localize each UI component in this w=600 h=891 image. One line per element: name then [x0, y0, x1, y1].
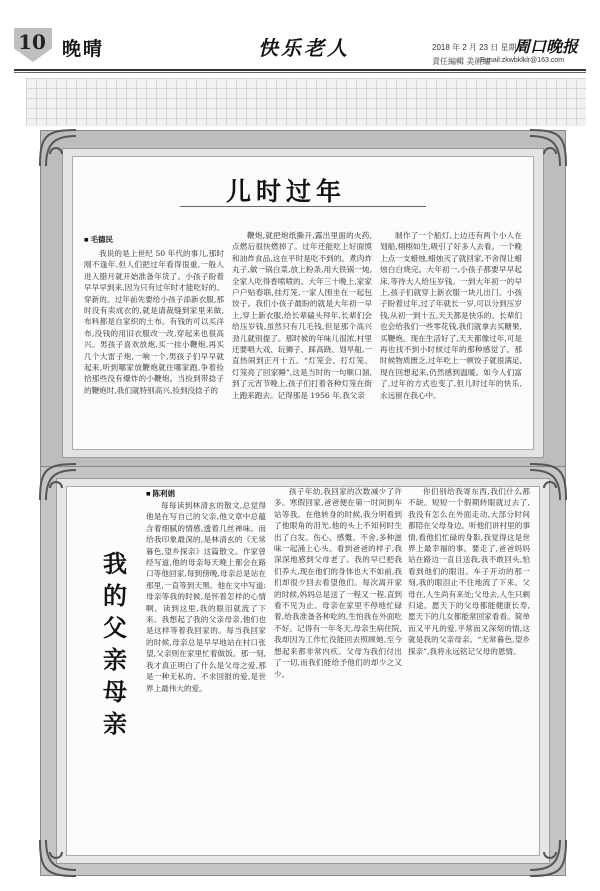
- corner-ornament-icon: [526, 126, 570, 170]
- column-name: 快乐老人: [258, 36, 350, 60]
- newspaper-email: E-mail:zkwbklklr@163.com: [480, 57, 565, 64]
- article2-column-text: 你们别给我寄东西,我们什么都不缺。短短一个假期转眼就过去了,我没有怎么在外面走动,大部分时间都陪在父母身边。听他们讲村里的事情,看他们忙碌的身影,我觉得这是世界上最幸福的事。要走了,爸爸妈妈站在路边一直目送我,我不敢回头,怕看到他们的眼泪。车子开动的那一刻,我的眼泪止不住地流了下来。父母在,人生尚有来处;父母去,人生只剩归途。愿天下的父母都能健康长寿,愿天下的儿女都能常回家看看。简单而又平凡的爱,平常而又深刻的情,这就是我的父亲母亲。“无常暮色,望乡探亲”,我将永远铭记父母的恩情。: [408, 487, 530, 656]
- article2-column-1: [146, 500, 266, 838]
- article1-column-text: 制作了一个船灯,上边还有两个小人在划船,栩栩如生,吸引了好多人去看。一个晚上点一支蜡烛,蜡烛灭了就回家,不舍得让蜡烛白白烧完。大年初一,小孩子都要早早起床,等待大人给压岁钱。一到大年初一的早上,孩子们就穿上新衣服一块儿出门。小孩子盼着过年,过了年就长一岁,可以分到压岁钱,从初一到十五,天天都是快乐的。长辈们也会给我们一些零花钱,我们就拿去买糖果,买鞭炮。现在生活好了,天天都像过年,可是再也找不到小时候过年的那种感觉了。那时候物质匮乏,过年吃上一顿饺子就很满足,现在回想起来,仍然感到温暖。如今人们富了,过年的方式也变了,但儿时过年的快乐,永远留在我心中。: [380, 231, 522, 400]
- page-number: 10: [18, 30, 46, 54]
- page-header: [0, 0, 600, 72]
- corner-ornament-icon: [526, 460, 570, 504]
- editor-credit: 責任編輯 美術編: [432, 57, 491, 66]
- article1-column-3: [380, 230, 522, 442]
- corner-ornament-icon: [526, 836, 570, 880]
- article1-title: 儿时过年: [226, 177, 347, 206]
- section-name: 晚晴: [62, 38, 105, 60]
- article2-column-text: 孩子年幼,我回家的次数减少了许多。寒假回家,爸爸便在第一时间到车站等我。在他转身的时候,我分明看到了他眼角的泪光,他的头上不知何时生出了白发。伤心、感慨、不舍,多种滋味一起涌上心头。看到爸爸的样子,我深深地感到父母老了。我的早已把我们养大,现在他们的身体也大不如前,我们却很少回去看望他们。每次离开家的时候,妈妈总是送了一程又一程,直到看不见为止。母亲在家里不停地忙碌着,给我准备各种吃的,生怕我在外面吃不好。记得有一年冬天,母亲生病住院,我却因为工作忙没能回去照顾她,至今想起来都非常内疚。父母为我们付出了一切,而我们能给予他们的却少之又少。: [274, 487, 402, 679]
- newspaper-logo: 周口晚报: [514, 37, 579, 56]
- article1-column-text: 鞭炮,就把炮纸撕开,露出里面的火药,点燃后很快燃掉了。过年还能吃上好面馍和油炸食品,这在平时是吃不到的。煮肉炸丸子,做一锅白菜,放上粉条,用大铁锅一炖,全家人吃得香喷喷的。大年三十晚上,家家户户贴春联,挂灯笼,一家人围坐在一起包饺子。我们小孩子最盼的就是大年初一早上,穿上新衣服,给长辈磕头拜年,长辈们会给压岁钱,虽然只有几毛钱,但是那个高兴劲儿就别提了。那时候的年味儿很浓,村里还要唱大戏、玩狮子、踩高跷、划旱船,一直热闹到正月十五。“灯笼会、打灯笼、灯笼亮了回家睡”,这是当时的一句顺口溜,到了元宵节晚上,孩子们打着各种灯笼在街上跑来跑去。记得那是 1956 年,我父亲: [232, 231, 372, 400]
- article2-title: 我的父亲母亲: [103, 549, 127, 738]
- header-divider-thin: [14, 72, 586, 73]
- article2-byline: ■ 陈利娟: [146, 488, 175, 499]
- corner-ornament-icon: [36, 836, 80, 880]
- article1-column-1: [84, 248, 224, 440]
- article2-column-3: [408, 486, 530, 786]
- corner-ornament-icon: [36, 126, 80, 170]
- header-divider: [14, 69, 586, 71]
- corner-ornament-icon: [36, 460, 80, 504]
- article2-column-2: [274, 486, 402, 838]
- article1-column-2: [232, 230, 372, 442]
- article1-byline: ■ 毛德民: [84, 234, 113, 245]
- article1-title-rule: [180, 206, 426, 207]
- article1-column-text: 我说的是上世纪 50 年代的事儿,那时刚不逢年,但人们把过年看得很重,一般人进入腊月就开始准备年货了。小孩子盼着早早早到来,因为只有过年时才能吃好的、穿新的。过年前先要给小孩子添新衣服,那时没有卖成衣的,就是请裁缝到家里来做,布料都是自家织的土布。有钱的可以买洋布,没钱的用旧衣服改一改,穿起来也很高兴。男孩子喜欢放炮,买一挂小鞭炮,再买几个大雷子炮,一响一个,男孩子们早早就起来,听到哪家放鞭炮就往哪家跑,争着捡拾那些没有爆炸的小鞭炮。当捡到带捻子的鞭炮时,我们就特别高兴,捡到没捻子的: [84, 249, 224, 395]
- issue-date: 2018 年 2 月 23 日 星期五: [432, 43, 525, 52]
- article2-column-text: 每每读到林清玄的散文,总觉得他是在写自己的父亲,他文章中总蕴含着细腻的情感,透着几丝禅味。而给我印象最深的,是林清玄的《无常暮色,望乡探亲》这篇散文。作家曾经写道,他的母亲每天晚上都会在路口等他回家,每到傍晚,母亲总是站在那里,一直等到天黑。他在文中写道:母亲等我的时候,是怀着怎样的心情啊。读到这里,我的眼泪就流了下来。我想起了我的父亲母亲,他们也是这样等着我回家的。每当我回家的时候,母亲总是早早地站在村口张望,父亲则在家里忙着做饭。那一刻,我才真正明白了什么是父母之爱,那是一种无私的、不求回报的爱,是世界上最伟大的爱。: [146, 501, 266, 693]
- decorative-grid-band: [26, 78, 586, 126]
